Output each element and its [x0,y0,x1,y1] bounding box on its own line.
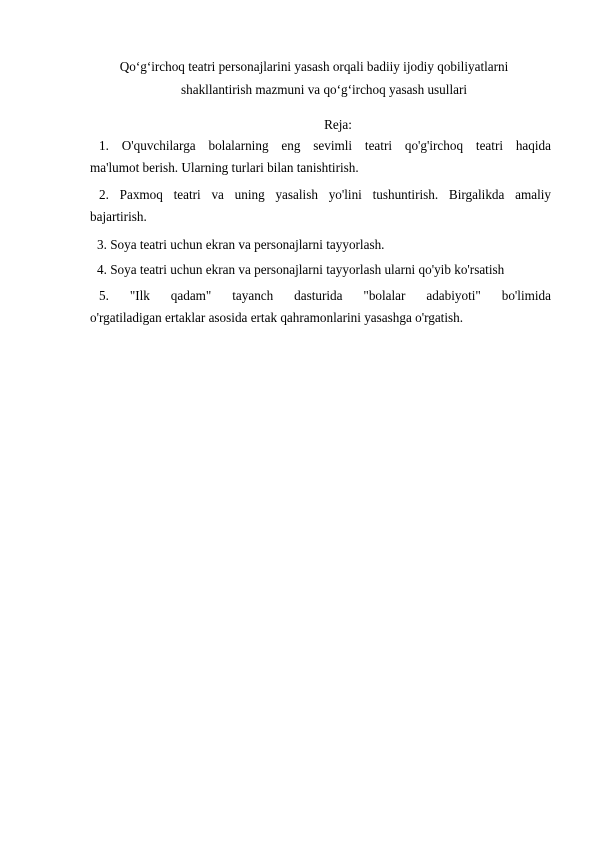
plan-heading [0,117,596,133]
plan-item-3-line-1: 3. Soya teatri uchun ekran va personajlarni tayyorlash. [97,237,385,252]
plan-item-5 [90,285,551,329]
plan-item-5-line-1: 5. "Ilk qadam" tayanch dasturida "bolalar adabiyoti" bo'limida [99,288,551,303]
plan-item-2-line-1: 2. Paxmoq teatri va uning yasalish yo'lini tushuntirish. Birgalikda amaliy [99,187,551,202]
plan-item-5-line-2: o'rgatiladigan ertaklar asosida ertak qahramonlarini yasashga o'rgatish. [90,310,464,325]
document-title-line-2: shakllantirish mazmuni va qo‘g‘irchoq yasash usullari [180,82,468,97]
plan-item-2 [90,184,551,228]
plan-item-1-line-2: ma'lumot berish. Ularning turlari bilan tanishtirish. [90,160,359,175]
plan-item-1 [90,135,551,179]
plan-item-2-line-2: bajartirish. [90,209,147,224]
plan-heading-text: Reja: [324,117,352,132]
plan-item-3 [90,234,551,256]
plan-item-4 [90,259,551,281]
plan-item-4-line-1: 4. Soya teatri uchun ekran va personajlarni tayyorlash ularni qo'yib ko'rsatish [97,262,505,277]
plan-item-1-line-1: 1. O'quvchilarga bolalarning eng sevimli teatri qo'g'irchoq teatri haqida [99,138,551,153]
document-title-line-1: Qo‘g‘irchoq teatri personajlarini yasash orqali badiiy ijodiy qobiliyatlarni [119,59,509,74]
